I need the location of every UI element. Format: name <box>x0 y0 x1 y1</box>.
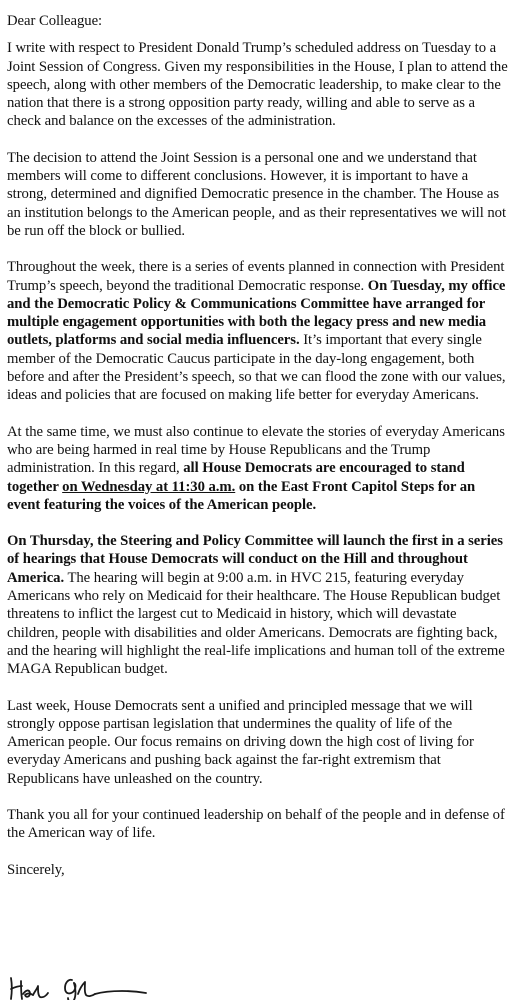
paragraph-last-week: Last week, House Democrats sent a unified and principled message that we will strongly oppose partisan legislation that undermines the quality of life of the American people. Our focus remains on driving down the high cost of living for everyday Americans and pushing back against the far-right extremism that Republicans have unleashed on the country. <box>7 697 474 787</box>
paragraph-wednesday-event <box>7 423 509 514</box>
paragraph-week-events <box>7 258 509 404</box>
paragraph-thursday-bold: On Thursday, the Steering and Policy Committee will launch the first in a series of hearings that House Democrats will conduct on the Hill and throughout America. <box>7 533 503 586</box>
closing: Sincerely, <box>7 861 65 878</box>
paragraph-week-events-rest: It’s important that every single member of the Democratic Caucus participate in the day-long engagement, both before and after the President’s speech, so that we can flood the zone with our values, ideas and policies that are focused on making life better for everyday Americans. <box>7 332 506 404</box>
salutation: Dear Colleague: <box>7 13 103 29</box>
paragraph-thursday-hearing <box>7 532 509 678</box>
handwritten-signature <box>6 974 176 1000</box>
paragraph-thank-you: Thank you all for your continued leadership on behalf of the people and in defense of the American way of life. <box>7 806 505 842</box>
paragraph-wednesday-bold-1: all House Democrats are encouraged to stand together <box>7 460 465 495</box>
paragraph-wednesday-intro: At the same time, we must also continue to elevate the stories of everyday Americans who are being harmed in real time by House Republicans and the Trump administration. In this regard, <box>7 423 505 477</box>
letter-body <box>7 0 509 879</box>
paragraph-week-events-tuesday-bold: On Tuesday, my office and the Democratic Policy & Communications Committee have arranged for multiple engagement opportunities with both the legacy press and new media outlets, platforms and social media influencers. <box>7 277 506 349</box>
paragraph-week-events-intro: Throughout the week, there is a series of events planned in connection with President Trump’s speech, beyond the traditional Democratic response. <box>7 259 505 294</box>
paragraph-joint-session: I write with respect to President Donald Trump’s scheduled address on Tuesday to a Joint Session of Congress. Given my responsibilities in the House, I plan to attend the speech, along with other members of the Democratic leadership, to make clear to the nation that there is a strong opposition party ready, willing and able to serve as a check and balance on the excesses of the administration. <box>7 40 508 130</box>
paragraph-wednesday-bold-2: on the East Front Capitol Steps for an event featuring the voices of the American people. <box>7 478 476 513</box>
paragraph-wednesday-bold-underlined: on Wednesday at 11:30 a.m. <box>62 478 236 495</box>
paragraph-thursday-rest: The hearing will begin at 9:00 a.m. in HVC 215, featuring everyday Americans who rely on Medicaid for their healthcare. The House Republican budget threatens to inflict the largest cut to Medicaid in history, which will devastate children, people with disabilities and older Americans. Democrats are fighting back, and the hearing will highlight the real-life implications and human toll of the extreme MAGA Republican budget. <box>7 569 505 678</box>
paragraph-personal-decision: The decision to attend the Joint Session is a personal one and we understand that members will come to different conclusions. However, it is important to have a strong, determined and dignified Democratic presence in the chamber. The House as an institution belongs to the American people, and as their representatives we will not be run off the block or bullied. <box>7 149 506 239</box>
